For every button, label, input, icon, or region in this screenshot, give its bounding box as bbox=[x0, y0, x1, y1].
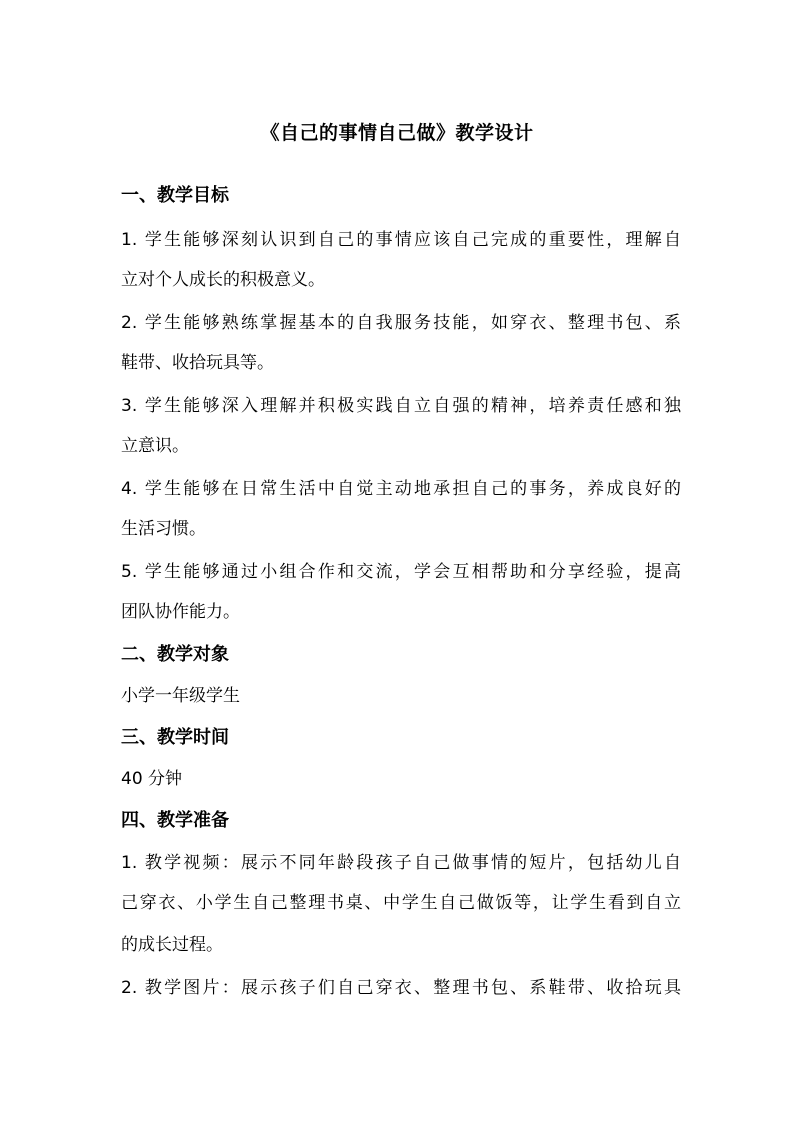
duration-text: 40 分钟 bbox=[121, 769, 183, 789]
objective-5-line-1: 5. 学生能够通过小组合作和交流，学会互相帮助和分享经验，提高 bbox=[121, 562, 681, 582]
objective-5-line-2: 团队协作能力。 bbox=[121, 602, 240, 622]
section-heading-duration: 三、教学时间 bbox=[121, 727, 229, 748]
objective-1-line-2: 立对个人成长的积极意义。 bbox=[121, 270, 325, 290]
objective-3-line-2: 立意识。 bbox=[121, 436, 189, 456]
section-heading-audience: 二、教学对象 bbox=[121, 644, 229, 665]
objective-1-line-1: 1. 学生能够深刻认识到自己的事情应该自己完成的重要性，理解自 bbox=[121, 230, 681, 250]
objective-2-line-1: 2. 学生能够熟练掌握基本的自我服务技能，如穿衣、整理书包、系 bbox=[121, 313, 681, 333]
preparation-1-line-3: 的成长过程。 bbox=[121, 935, 223, 955]
objective-4-line-1: 4. 学生能够在日常生活中自觉主动地承担自己的事务，养成良好的 bbox=[121, 479, 681, 499]
preparation-2-line-1: 2. 教学图片：展示孩子们自己穿衣、整理书包、系鞋带、收拾玩具 bbox=[121, 978, 681, 998]
preparation-1-line-1: 1. 教学视频：展示不同年龄段孩子自己做事情的短片，包括幼儿自 bbox=[121, 853, 681, 873]
audience-text: 小学一年级学生 bbox=[121, 686, 240, 706]
document-title: 《自己的事情自己做》教学设计 bbox=[260, 122, 534, 144]
preparation-1-line-2: 己穿衣、小学生自己整理书桌、中学生自己做饭等，让学生看到自立 bbox=[121, 893, 681, 913]
objective-3-line-1: 3. 学生能够深入理解并积极实践自立自强的精神，培养责任感和独 bbox=[121, 396, 681, 416]
section-heading-preparation: 四、教学准备 bbox=[121, 810, 229, 831]
objective-2-line-2: 鞋带、收拾玩具等。 bbox=[121, 353, 274, 373]
objective-4-line-2: 生活习惯。 bbox=[121, 519, 206, 539]
section-heading-objectives: 一、教学目标 bbox=[121, 185, 229, 206]
